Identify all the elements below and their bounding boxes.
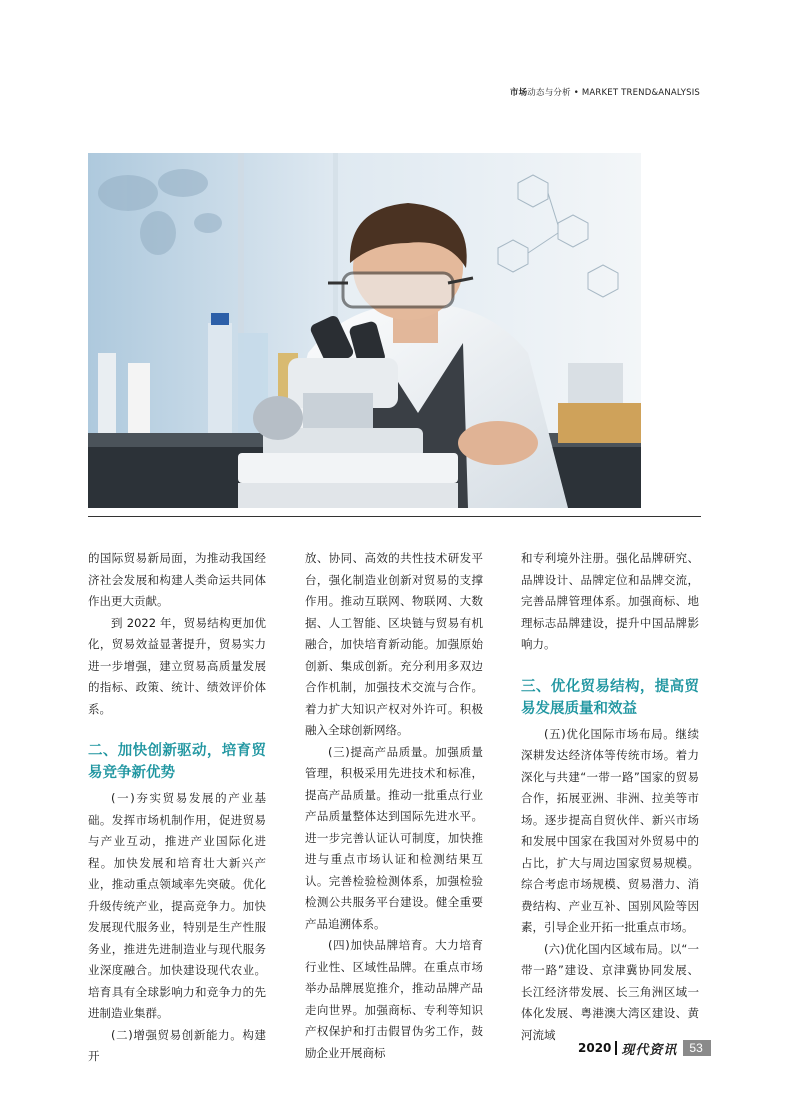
- text-column-3: [521, 548, 699, 1046]
- magazine-logo: 现代资讯: [621, 1042, 678, 1058]
- section-heading-2: 二、加快创新驱动，培育贸易竞争新优势: [88, 743, 266, 781]
- paragraph: 和专利境外注册。强化品牌研究、品牌设计、品牌定位和品牌交流，完善品牌管理体系。加强商标、地理标志品牌建设，提升中国品牌影响力。: [521, 551, 699, 651]
- paragraph: 的国际贸易新局面，为推动我国经济社会发展和构建人类命运共同体作出更大贡献。: [88, 551, 266, 608]
- text-column-1: [88, 548, 266, 1068]
- paragraph: (四)加快品牌培育。大力培育行业性、区域性品牌。在重点市场举办品牌展览推介，推动品牌产品走向世界。加强商标、专利等知识产权保护和打击假冒伪劣工作，鼓励企业开展商标: [305, 938, 483, 1060]
- header-section-bold: 市场: [509, 88, 528, 98]
- footer-year: 2020: [578, 1041, 612, 1055]
- header-section-rest: 动态与分析 • MARKET TREND&ANALYSIS: [527, 88, 700, 98]
- paragraph: 放、协同、高效的共性技术研发平台，强化制造业创新对贸易的支撑作用。推动互联网、物联网、大数据、人工智能、区块链与贸易有机融合，加快培育新动能。加强原始创新、集成创新。充分利用多双边合作机制，加强技术交流与合作。着力扩大知识产权对外许可。积极融入全球创新网络。: [305, 551, 483, 737]
- paragraph: (一)夯实贸易发展的产业基础。发挥市场机制作用，促进贸易与产业互动，推进产业国际化进程。加快发展和培育壮大新兴产业，推动重点领域率先突破。优化升级传统产业，提高竞争力。加快发展现代服务业，特别是生产性服务业，推进先进制造业与现代服务业深度融合。加快建设现代农业。培育具有全球影响力和竞争力的先进制造业集群。: [88, 791, 266, 1020]
- photo-divider: [88, 516, 701, 517]
- paragraph: (二)增强贸易创新能力。构建开: [88, 1027, 266, 1063]
- lab-photo: [88, 153, 641, 508]
- footer-divider: [615, 1041, 617, 1055]
- page-number: 53: [683, 1040, 710, 1056]
- running-header: [510, 86, 700, 98]
- text-column-2: [305, 548, 483, 1064]
- paragraph: (五)优化国际市场布局。继续深耕发达经济体等传统市场。着力深化与共建“一带一路”国家的贸易合作，拓展亚洲、非洲、拉美等市场。逐步提高自贸伙伴、新兴市场和发展中国家在我国对外贸易中的占比，扩大与周边国家贸易规模。综合考虑市场规模、贸易潜力、消费结构、产业互补、国别风险等因素，引导企业开拓一批重点市场。: [521, 726, 699, 934]
- paragraph: (六)优化国内区域布局。以“一带一路”建设、京津冀协同发展、长江经济带发展、长三角洲区域一体化发展、粤港澳大湾区建设、黄河流域: [521, 941, 699, 1042]
- page-footer: [578, 1038, 711, 1058]
- paragraph: 到 2022 年，贸易结构更加优化，贸易效益显著提升，贸易实力进一步增强，建立贸易高质量发展的指标、政策、统计、绩效评价体系。: [88, 615, 266, 716]
- section-heading-3: 三、优化贸易结构，提高贸易发展质量和效益: [521, 678, 699, 717]
- paragraph: (三)提高产品质量。加强质量管理，积极采用先进技术和标准，提高产品质量。推动一批重点行业产品质量整体达到国际先进水平。进一步完善认证认可制度，加快推进与重点市场认证和检测结果互认。完善检验检测体系，加强检验检测公共服务平台建设。健全重要产品追溯体系。: [305, 744, 483, 931]
